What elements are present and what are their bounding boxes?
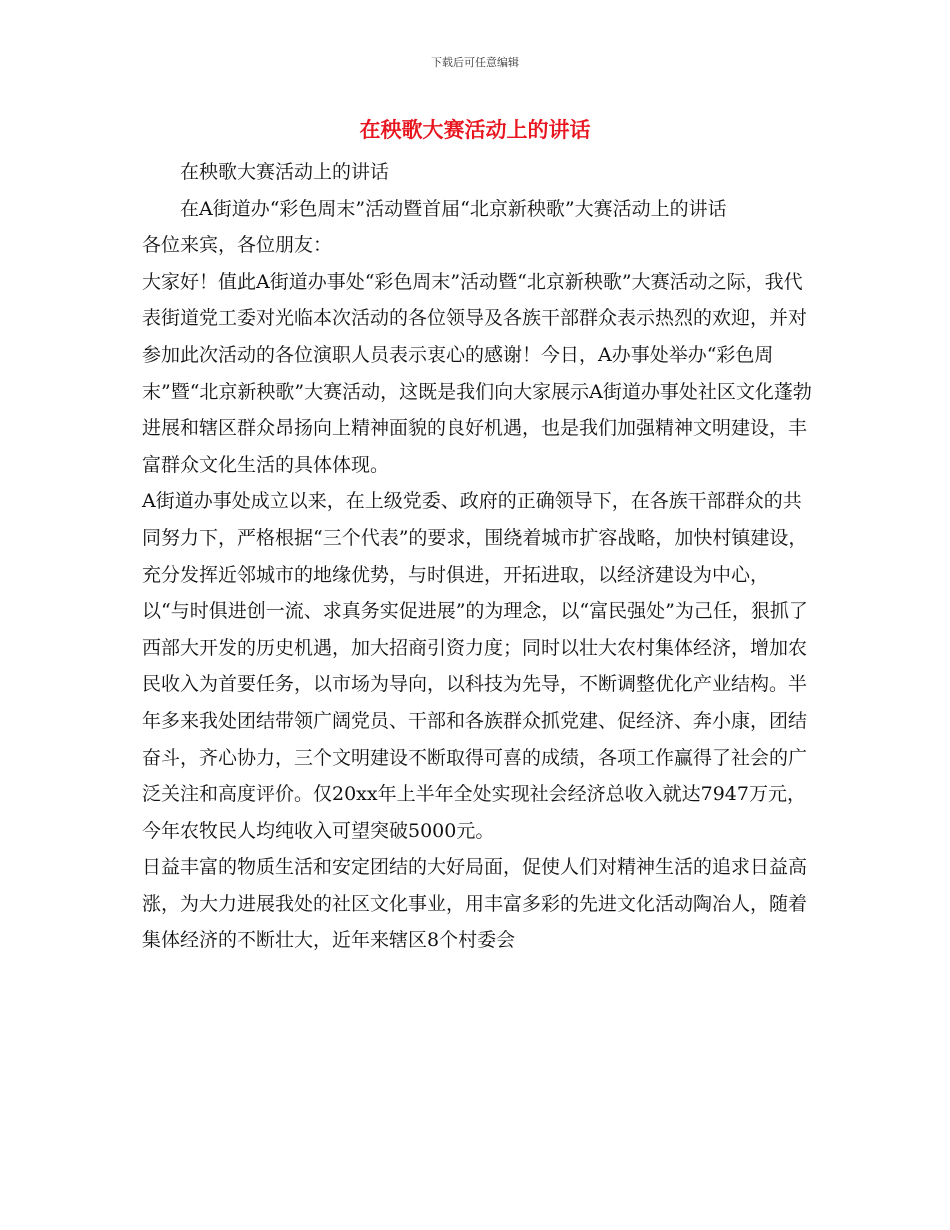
document-body [142,154,812,959]
paragraph-culture: 日益丰富的物质生活和安定团结的大好局面，促使人们对精神生活的追求日益高涨，为大力进展我处的社区文化事业，用丰富多彩的先进文化活动陶冶人，随着集体经济的不断壮大，近年来辖区8个村委会 [142,856,808,952]
paragraph-salutation: 各位来宾，各位朋友： [142,234,333,257]
document-title: 在秧歌大赛活动上的讲话 [359,118,591,142]
header-note: 下载后可任意编辑 [431,56,519,69]
paragraph-event-title: 在A街道办“彩色周末”活动暨首届“北京新秧歌”大赛活动上的讲话 [180,197,727,220]
paragraph-subtitle: 在秧歌大赛活动上的讲话 [180,161,390,183]
paragraph-greeting: 大家好！值此A街道办事处“彩色周末”活动暨“北京新秧歌”大赛活动之际，我代表街道党工委对光临本次活动的各位领导及各族干部群众表示热烈的欢迎，并对参加此次活动的各位演职人员表示衷心的感谢！今日，A办事处举办“彩色周末”暨“北京新秧歌”大赛活动，这既是我们向大家展示A街道办事处社区文化蓬勃进展和辖区群众昂扬向上精神面貌的良好机遇，也是我们加强精神文明建设，丰富群众文化生活的具体体现。 [142,270,812,476]
paragraph-achievements: A街道办事处成立以来，在上级党委、政府的正确领导下，在各族干部群众的共同努力下，严格根据“三个代表”的要求，围绕着城市扩容战略，加快村镇建设，充分发挥近邻城市的地缘优势，与时俱进，开拓进取，以经济建设为中心，以“与时俱进创一流、求真务实促进展”的为理念，以“富民强处”为己任，狠抓了西部大开发的历史机遇，加大招商引资力度；同时以壮大农村集体经济，增加农民收入为首要任务，以市场为导向，以科技为先导，不断调整优化产业结构。半年多来我处团结带领广阔党员、干部和各族群众抓党建、促经济、奔小康，团结奋斗，齐心协力，三个文明建设不断取得可喜的成绩，各项工作赢得了社会的广泛关注和高度评价。仅20xx年上半年全处实现社会经济总收入就达7947万元，今年农牧民人均纯收入可望突破5000元。 [142,490,808,842]
